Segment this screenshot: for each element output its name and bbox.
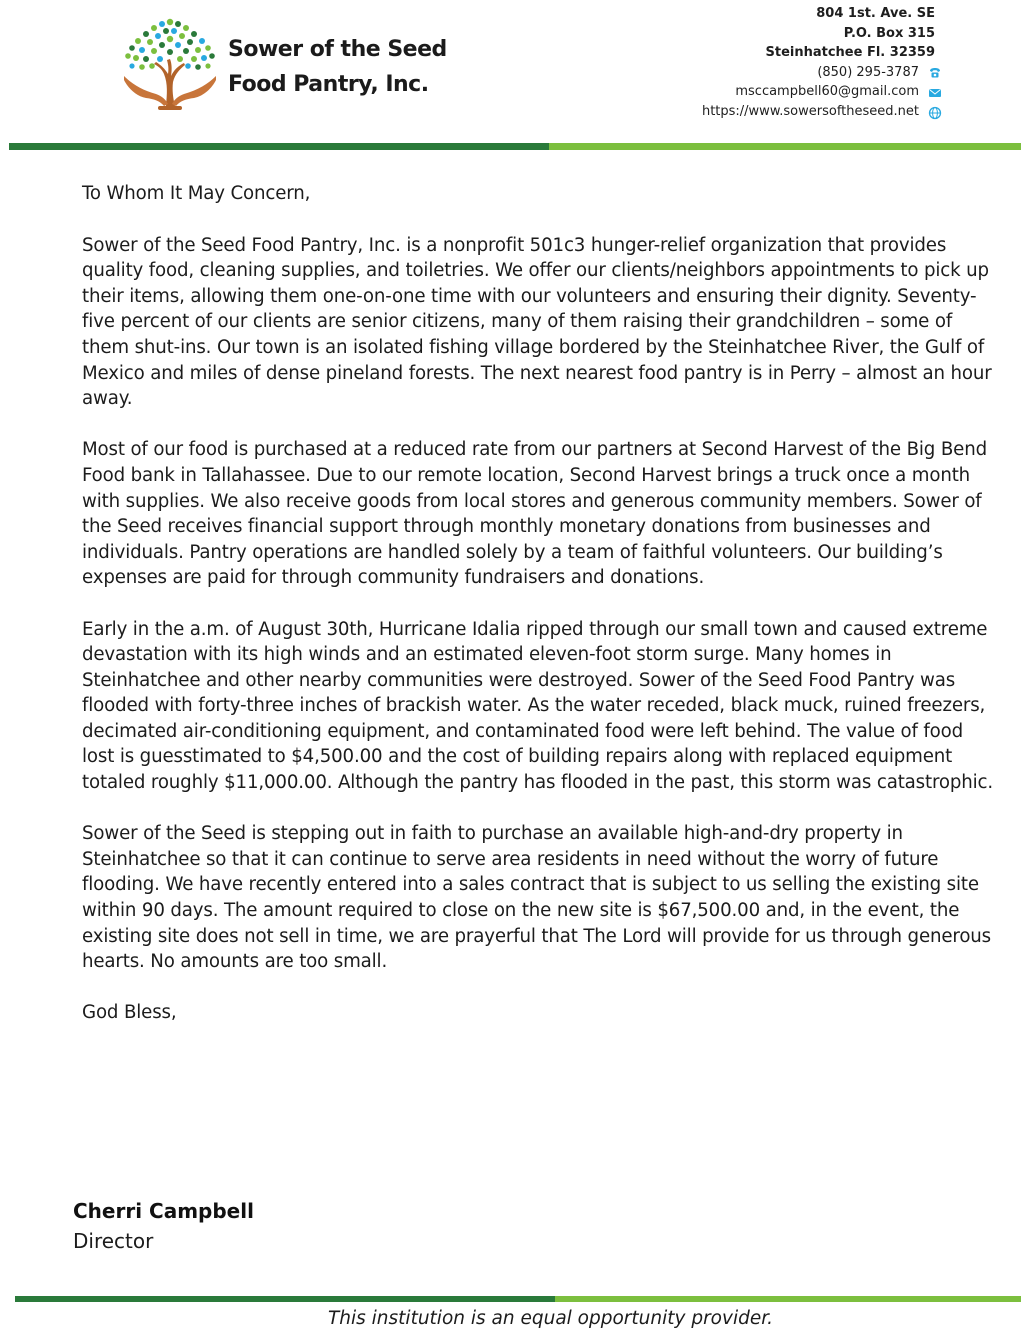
organization-name bbox=[228, 32, 447, 102]
org-name-line-2: Food Pantry, Inc. bbox=[228, 72, 429, 97]
phone-number: (850) 295-3787 bbox=[817, 64, 919, 80]
tree-with-hands-icon bbox=[118, 14, 222, 114]
signature-block bbox=[73, 1196, 254, 1256]
paragraph-mission: Sower of the Seed Food Pantry, Inc. is a nonprofit 501c3 hunger-relief organization that provides quality food, cleaning supplies, and toiletries. We offer our clients/neighbors appointments to pick up their items, allowing them one-on-one time with our volunteers and ensuring their dignity. Seventy-five percent of our clients are senior citizens, many of them raising their grandchildren – some of them shut-ins. Our town is an isolated fishing village bordered by the Steinhatchee River, the Gulf of Mexico and miles of dense pineland forests. The next nearest food pantry is in Perry – almost an hour away. bbox=[82, 234, 992, 410]
footer-divider bbox=[15, 1296, 1021, 1302]
email-link[interactable]: msccampbell60@gmail.com bbox=[735, 84, 919, 99]
contact-icons bbox=[928, 66, 942, 126]
paragraph-operations: Most of our food is purchased at a reduced rate from our partners at Second Harvest of the Big Bend Food bank in Tallahassee. Due to our remote location, Second Harvest brings a truck once a month with supplies. We also receive goods from local stores and generous community members. Sower of the Seed receives financial support through monthly monetary donations from businesses and individuals. Pantry operations are handled solely by a team of faithful volunteers. Our building’s expenses are paid for through community fundraisers and donations. bbox=[82, 439, 987, 589]
address-line-2: P.O. Box 315 bbox=[843, 25, 935, 41]
divider-dark-segment bbox=[9, 143, 549, 150]
letter-body bbox=[82, 181, 997, 1052]
closing: God Bless, bbox=[82, 1002, 177, 1024]
divider-light-segment bbox=[555, 1296, 1021, 1302]
address-line-3: Steinhatchee Fl. 32359 bbox=[765, 45, 935, 60]
footer-statement: This institution is an equal opportunity provider. bbox=[327, 1308, 773, 1329]
divider-dark-segment bbox=[15, 1296, 555, 1302]
telephone-icon bbox=[928, 66, 942, 80]
website-link[interactable]: https://www.sowersoftheseed.net bbox=[701, 103, 919, 119]
divider-light-segment bbox=[549, 143, 1021, 150]
header-divider bbox=[9, 143, 1021, 150]
paragraph-hurricane: Early in the a.m. of August 30th, Hurricane Idalia ripped through our small town and caused extreme devastation with its high winds and an estimated eleven-foot storm surge. Many homes in Steinhatchee and other nearby communities were destroyed. Sower of the Seed Food Pantry was flooded with forty-three inches of brackish water. As the water receded, black muck, ruined freezers, decimated air-conditioning equipment, and contaminated food were left behind. The value of food lost is guesstimated to $4,500.00 and the cost of building repairs along with replaced equipment totaled roughly $11,000.00. Although the pantry has flooded in the past, this storm was catastrophic. bbox=[82, 618, 994, 794]
signatory-name: Cherri Campbell bbox=[73, 1199, 254, 1223]
paragraph-new-property: Sower of the Seed is stepping out in faith to purchase an available high-and-dry property in Steinhatchee so that it can continue to serve area residents in need without the worry of future flooding. We have recently entered into a sales contract that is subject to us selling the existing site within 90 days. The amount required to close on the new site is $67,500.00 and, in the event, the existing site does not sell in time, we are prayerful that The Lord will provide for us through generous hearts. No amounts are too small. bbox=[82, 823, 992, 973]
globe-icon bbox=[928, 106, 942, 120]
envelope-icon bbox=[928, 86, 942, 100]
signatory-title: Director bbox=[73, 1229, 154, 1253]
address-line-1: 804 1st. Ave. SE bbox=[816, 6, 935, 21]
contact-block bbox=[702, 4, 935, 121]
greeting: To Whom It May Concern, bbox=[82, 183, 311, 204]
org-name-line-1: Sower of the Seed bbox=[228, 37, 447, 62]
letterhead bbox=[0, 0, 1021, 150]
